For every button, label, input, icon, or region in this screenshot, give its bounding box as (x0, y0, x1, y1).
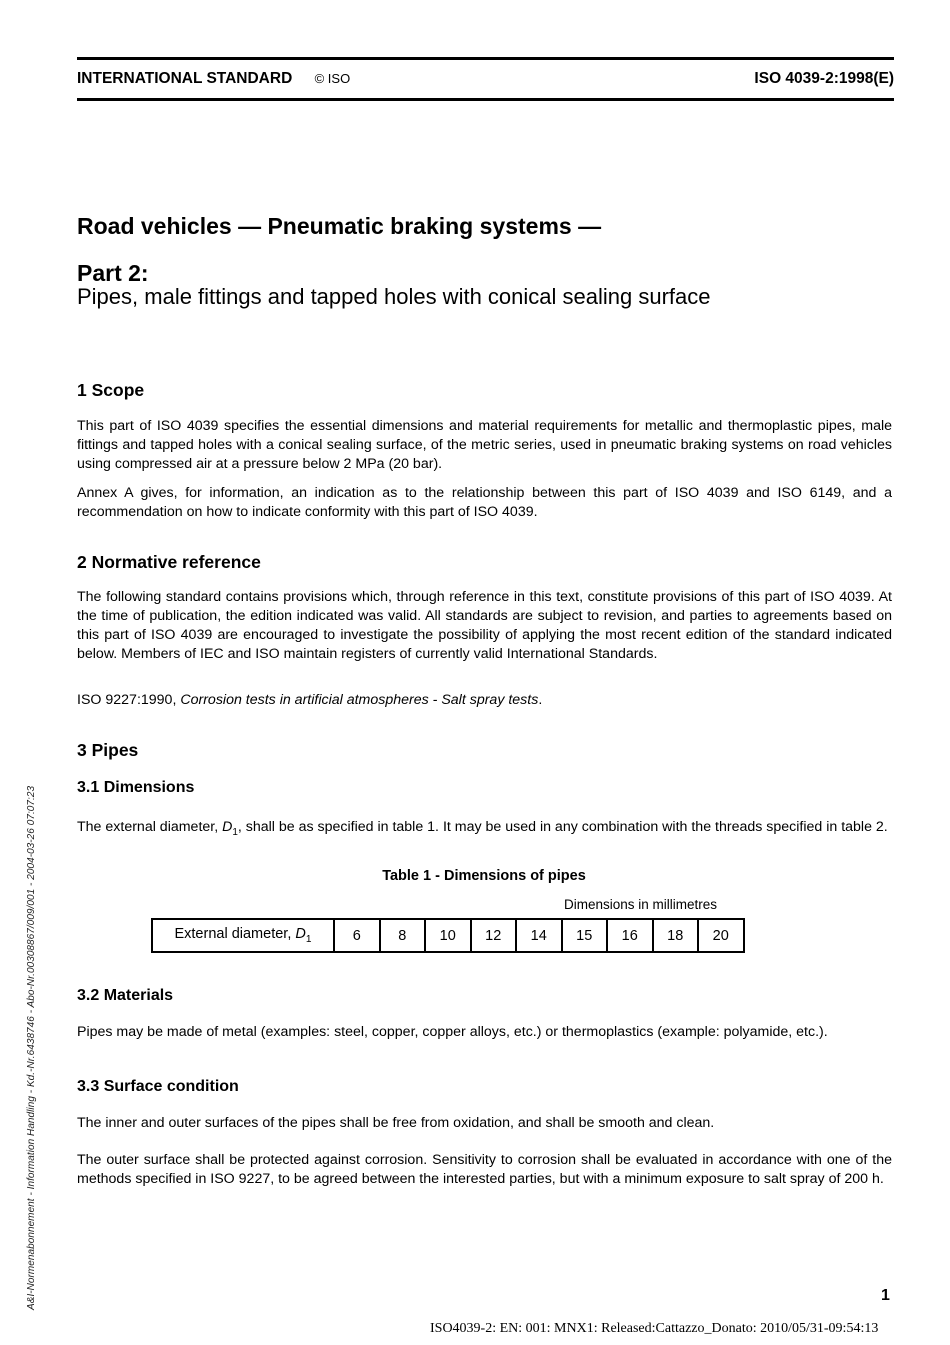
reference-title: Corrosion tests in artificial atmospheres - Salt spray tests (180, 692, 539, 708)
reference-number: ISO 9227:1990, (77, 692, 181, 708)
dimensions-paragraph: The external diameter, $D_1$, shall be as specified in table 1. It may be used in any combination with the threads specified in table 2. (77, 819, 888, 838)
table-cell: 16 (607, 919, 653, 952)
header-top-rule (77, 57, 894, 60)
standard-type-label: INTERNATIONAL STANDARD (77, 70, 293, 87)
surface-paragraph-2: The outer surface shall be protected against corrosion. Sensitivity to corrosion shall be evaluated in accordance with one of the methods specified in ISO 9227, to be agreed between the interested parties, but with a minimum exposure to salt spray of 200 h. (77, 1152, 892, 1187)
scope-paragraph-2: Annex A gives, for information, an indication as to the relationship between this part of ISO 4039 and ISO 6149, and a recommendation on how to indicate conformity with this part of ISO 4039. (77, 485, 892, 520)
table-units-note: Dimensions in millimetres (564, 897, 718, 912)
subsection-heading-surface-condition: 3.3 Surface condition (77, 1078, 239, 1095)
table-cell: 18 (653, 919, 699, 952)
page-header (77, 70, 894, 88)
table-cell: 10 (425, 919, 471, 952)
section-heading-normative-reference: 2 Normative reference (77, 552, 261, 572)
materials-paragraph: Pipes may be made of metal (examples: steel, copper, copper alloys, etc.) or thermoplastics (example: polyamide, etc.). (77, 1024, 828, 1040)
table-cell: 6 (334, 919, 380, 952)
surface-paragraph-1: The inner and outer surfaces of the pipes shall be free from oxidation, and shall be smooth and clean. (77, 1115, 715, 1131)
standard-number: ISO 4039-2:1998(E) (754, 70, 894, 87)
copyright-label: © ISO (314, 71, 351, 86)
license-watermark: A&I-Normenabonnement - Information Handling - Kd.-Nr.6438746 - Abo-Nr.00308867/009/001 - 2004-03-26 07:07:23 (26, 785, 37, 1310)
page-number: 1 (881, 1287, 890, 1304)
scope-paragraph-1: This part of ISO 4039 specifies the essential dimensions and material requirements for metallic and thermoplastic pipes, male fittings and tapped holes with a conical sealing surface, of the metric series, used in pneumatic braking systems on road vehicles using compressed air at a pressure below 2 MPa (20 bar). (77, 418, 892, 472)
document-subtitle: Pipes, male fittings and tapped holes with conical sealing surface (77, 284, 711, 309)
document-title: Road vehicles — Pneumatic braking systems — (77, 213, 602, 239)
subsection-heading-dimensions: 3.1 Dimensions (77, 779, 195, 796)
release-footer: ISO4039-2: EN: 001: MNX1: Released:Cattazzo_Donato: 2010/05/31-09:54:13 (430, 1321, 879, 1336)
table-cell: 15 (562, 919, 608, 952)
table-row-label: External diameter, $D_1$ (152, 919, 334, 952)
table-cell: 8 (380, 919, 426, 952)
normative-paragraph: The following standard contains provisions which, through reference in this text, constitute provisions of this part of ISO 4039. At the time of publication, the edition indicated was valid. All standards are subject to revision, and parties to agreements based on this part of ISO 4039 are encouraged to investigate the possibility of applying the most recent edition of the standard indicated below. Members of IEC and ISO maintain registers of currently valid International Standards. (77, 589, 892, 662)
table-row (152, 919, 744, 952)
subsection-heading-materials: 3.2 Materials (77, 987, 174, 1004)
table-caption: Table 1 - Dimensions of pipes (382, 868, 586, 884)
header-bottom-rule (77, 98, 894, 101)
section-heading-pipes: 3 Pipes (77, 740, 139, 760)
normative-reference-entry: ISO 9227:1990, Corrosion tests in artificial atmospheres - Salt spray tests. (77, 692, 543, 708)
document-part: Part 2: (77, 260, 149, 286)
pipe-dimensions-table (151, 918, 745, 953)
table-cell: 14 (516, 919, 562, 952)
table-cell: 20 (698, 919, 744, 952)
table-cell: 12 (471, 919, 517, 952)
section-heading-scope: 1 Scope (77, 380, 145, 400)
